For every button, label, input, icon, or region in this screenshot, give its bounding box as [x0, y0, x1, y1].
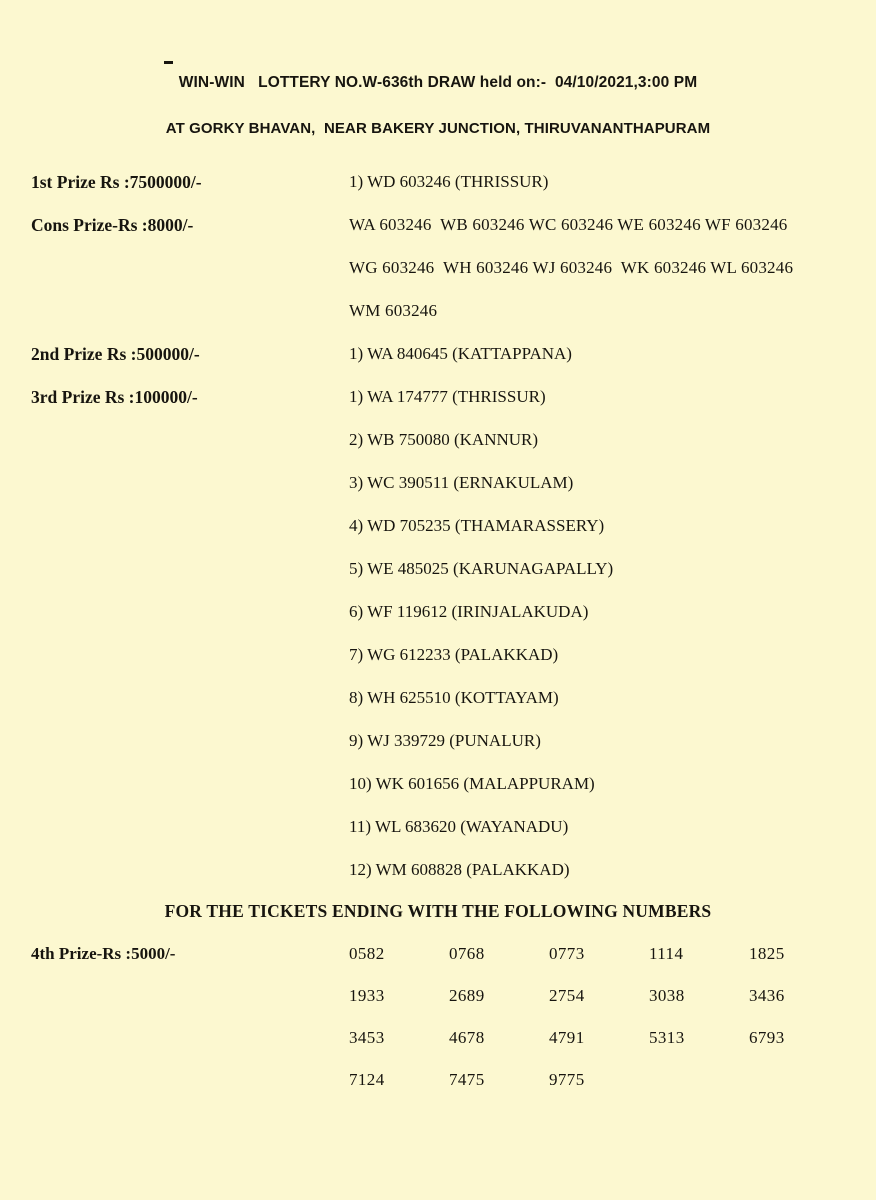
- ending-number: 2754: [549, 986, 585, 1005]
- second-prize-entry: 1) WA 840645 (KATTAPPANA): [349, 344, 572, 363]
- ending-number: 4678: [449, 1028, 485, 1047]
- number-row: [349, 1070, 849, 1112]
- third-prize-label: 3rd Prize Rs :100000/-: [31, 387, 198, 407]
- consolation-row-3: [0, 301, 876, 321]
- first-prize-entry: 1) WD 603246 (THRISSUR): [349, 172, 549, 191]
- third-prize-entry-12: 12) WM 608828 (PALAKKAD): [349, 860, 570, 879]
- ending-number: 1933: [349, 986, 385, 1005]
- ending-number: 0773: [549, 944, 585, 963]
- fourth-prize-label: 4th Prize-Rs :5000/-: [31, 944, 176, 963]
- third-prize-entry-2: 2) WB 750080 (KANNUR): [349, 430, 539, 449]
- number-row: [349, 986, 849, 1028]
- document-header: [0, 74, 876, 137]
- third-prize-row: [0, 774, 876, 794]
- ending-number: 5313: [649, 1028, 685, 1047]
- ending-number: 1114: [649, 944, 684, 963]
- third-prize-row: [0, 473, 876, 493]
- ending-number: 1825: [749, 944, 785, 963]
- fourth-prize-number-grid: [349, 944, 849, 1112]
- ending-number: 3038: [649, 986, 685, 1005]
- consolation-prize-label: Cons Prize-Rs :8000/-: [31, 215, 194, 235]
- ending-number: 3453: [349, 1028, 385, 1047]
- third-prize-entry-4: 4) WD 705235 (THAMARASSERY): [349, 516, 605, 535]
- draw-venue-line: AT GORKY BHAVAN, NEAR BAKERY JUNCTION, THIRUVANANTHAPURAM: [165, 120, 711, 137]
- prize-row-consolation: [0, 215, 876, 235]
- first-prize-label: 1st Prize Rs :7500000/-: [31, 172, 202, 192]
- consolation-line-3: WM 603246: [349, 301, 438, 320]
- number-row: [349, 1028, 849, 1070]
- ending-number: 0768: [449, 944, 485, 963]
- third-prize-row: [0, 731, 876, 751]
- third-prize-entry-1: 1) WA 174777 (THRISSUR): [349, 387, 546, 406]
- third-prize-entry-10: 10) WK 601656 (MALAPPURAM): [349, 774, 595, 793]
- second-prize-label: 2nd Prize Rs :500000/-: [31, 344, 200, 364]
- ending-number: 4791: [549, 1028, 585, 1047]
- ending-number: 2689: [449, 986, 485, 1005]
- ending-number: 6793: [749, 1028, 785, 1047]
- consolation-line-2: WG 603246 WH 603246 WJ 603246 WK 603246 WL 603246: [349, 258, 794, 277]
- draw-title-line: WIN-WIN LOTTERY NO.W-636th DRAW held on:- 04/10/2021,3:00 PM: [178, 74, 698, 91]
- third-prize-entry-6: 6) WF 119612 (IRINJALAKUDA): [349, 602, 589, 621]
- third-prize-row: [0, 516, 876, 536]
- prize-row-third: [0, 387, 876, 407]
- stray-dash-mark: [164, 61, 173, 64]
- third-prize-row: [0, 602, 876, 622]
- third-prize-entry-9: 9) WJ 339729 (PUNALUR): [349, 731, 541, 750]
- third-prize-entry-8: 8) WH 625510 (KOTTAYAM): [349, 688, 559, 707]
- third-prize-row: [0, 559, 876, 579]
- ending-number: 3436: [749, 986, 785, 1005]
- prize-row-first: [0, 172, 876, 192]
- third-prize-row: [0, 688, 876, 708]
- ending-numbers-heading: FOR THE TICKETS ENDING WITH THE FOLLOWING NUMBERS: [164, 901, 712, 921]
- third-prize-row: [0, 860, 876, 880]
- ending-number: 7124: [349, 1070, 385, 1089]
- third-prize-entry-5: 5) WE 485025 (KARUNAGAPALLY): [349, 559, 614, 578]
- third-prize-entry-3: 3) WC 390511 (ERNAKULAM): [349, 473, 574, 492]
- prize-row-second: [0, 344, 876, 364]
- ending-number: 9775: [549, 1070, 585, 1089]
- number-row: [349, 944, 849, 986]
- ending-number: 0582: [349, 944, 385, 963]
- consolation-row-2: [0, 258, 876, 278]
- third-prize-row: [0, 645, 876, 665]
- consolation-line-1: WA 603246 WB 603246 WC 603246 WE 603246 WF 603246: [349, 215, 788, 234]
- ending-number: 7475: [449, 1070, 485, 1089]
- third-prize-row: [0, 430, 876, 450]
- third-prize-entry-7: 7) WG 612233 (PALAKKAD): [349, 645, 559, 664]
- third-prize-entry-11: 11) WL 683620 (WAYANADU): [349, 817, 569, 836]
- third-prize-row: [0, 817, 876, 837]
